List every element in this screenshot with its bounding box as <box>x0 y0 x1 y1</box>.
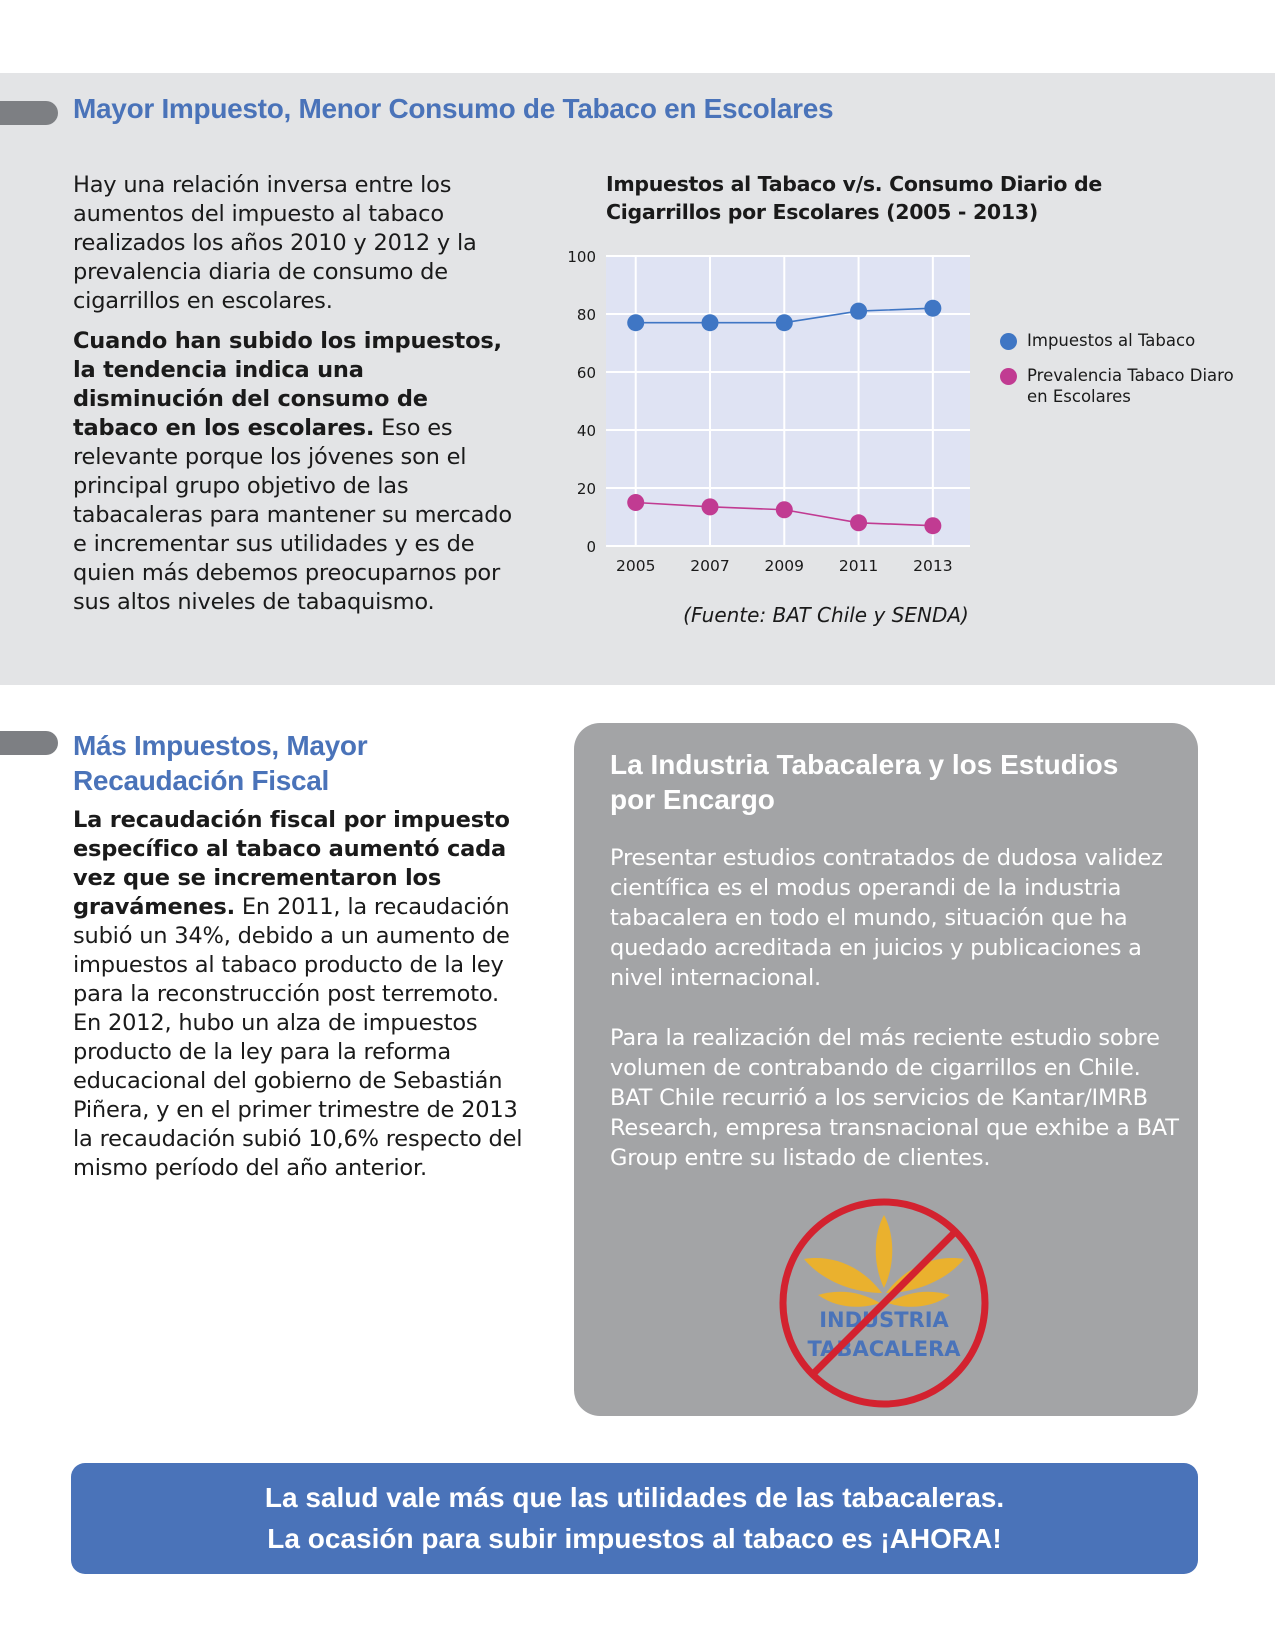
y-tick-label: 100 <box>567 248 596 266</box>
y-tick-label: 40 <box>576 422 596 440</box>
recaudacion-rest: En 2011, la recaudación subió un 34%, debido a un aumento de impuestos al tabaco producto de la ley para la reconstrucción post terremoto. En 2012, hubo un alza de impuestos producto de la ley para la reforma educacional del gobierno de Sebastián Piñera, y en el primer trimestre de 2013 la recaudación subió 10,6% respecto del mismo período del año anterior. <box>73 894 523 1181</box>
recaudacion-bold: La recaudación fiscal por impuesto específico al tabaco aumentó cada vez que se incrementaron los gravámenes. <box>73 807 510 920</box>
box-paragraph-1: Presentar estudios contratados de dudosa validez científica es el modus operandi de la industria tabacalera en todo el mundo, situación que ha quedado acreditada en juicios y publicaciones a nivel internacional. <box>610 845 1163 991</box>
data-point-series-1 <box>627 314 644 331</box>
x-tick-label: 2007 <box>690 557 730 575</box>
logo-text-line2: TABACALERA <box>807 1337 961 1361</box>
section-title-impuesto-consumo: Mayor Impuesto, Menor Consumo de Tabaco en Escolares <box>73 93 834 124</box>
tendency-rest: Eso es relevante porque los jóvenes son el principal grupo objetivo de las tabacaleras para mantener su mercado e incrementar sus utilidades y es de quien más debemos preocuparnos por sus altos niveles de tabaquismo. <box>73 415 512 615</box>
section-tab-marker <box>0 731 58 755</box>
logo-text-line1: INDUSTRIA <box>819 1308 949 1332</box>
data-point-series-1 <box>924 300 941 317</box>
tendency-paragraph <box>73 327 513 617</box>
banner-line-2: La ocasión para subir impuestos al tabaco es ¡AHORA! <box>267 1523 1002 1554</box>
data-point-series-1 <box>776 314 793 331</box>
box-title: La Industria Tabacalera y los Estudios por Encargo <box>610 749 1119 815</box>
legend-dot-blue-icon <box>1000 333 1017 350</box>
y-tick-label: 80 <box>576 306 596 324</box>
data-point-series-2 <box>776 501 793 518</box>
y-tick-label: 20 <box>576 480 596 498</box>
call-to-action-banner <box>71 1463 1198 1574</box>
data-point-series-1 <box>850 303 867 320</box>
banner-line-1: La salud vale más que las utilidades de las tabacaleras. <box>264 1482 1005 1513</box>
legend-item-prevalencia: Prevalencia Tabaco Diaro en Escolares <box>1000 365 1240 407</box>
x-tick-label: 2005 <box>615 557 656 575</box>
data-point-series-2 <box>850 514 867 531</box>
line-chart <box>540 230 1000 580</box>
chart-legend <box>1000 330 1240 421</box>
box-paragraph-2: Para la realización del más reciente estudio sobre volumen de contrabando de cigarrillos en Chile. BAT Chile recurrió a los servicios de Kantar/IMRB Research, empresa transnacional que exhibe a BAT Group entre su listado de clientes. <box>610 1025 1179 1171</box>
data-point-series-2 <box>627 494 644 511</box>
x-tick-label: 2009 <box>764 557 805 575</box>
recaudacion-paragraph <box>73 806 523 1183</box>
y-tick-label: 60 <box>576 364 596 382</box>
intro-paragraph: Hay una relación inversa entre los aumentos del impuesto al tabaco realizados los años 2010 y 2012 y la prevalencia diaria de consumo de cigarrillos en escolares. <box>73 172 477 314</box>
legend-dot-pink-icon <box>1000 368 1017 385</box>
data-point-series-2 <box>702 498 719 515</box>
chart-title: Impuestos al Tabaco v/s. Consumo Diario de Cigarrillos por Escolares (2005 - 2013) <box>606 172 1102 224</box>
x-tick-label: 2013 <box>913 557 953 575</box>
tobacco-leaf-icon <box>804 1215 964 1307</box>
legend-item-impuestos: Impuestos al Tabaco <box>1000 330 1240 351</box>
industry-studies-box <box>574 723 1198 1416</box>
section-tab-marker <box>0 101 58 125</box>
tendency-bold: Cuando han subido los impuestos, la tendencia indica una disminución del consumo de tabaco en los escolares. <box>73 328 502 441</box>
x-tick-label: 2011 <box>838 557 879 575</box>
data-point-series-1 <box>702 314 719 331</box>
chart-source: (Fuente: BAT Chile y SENDA) <box>683 603 969 627</box>
no-tobacco-industry-logo <box>774 1193 994 1413</box>
data-point-series-2 <box>924 517 941 534</box>
section-title-recaudacion: Más Impuestos, Mayor Recaudación Fiscal <box>73 730 368 796</box>
y-tick-label: 0 <box>586 538 596 556</box>
